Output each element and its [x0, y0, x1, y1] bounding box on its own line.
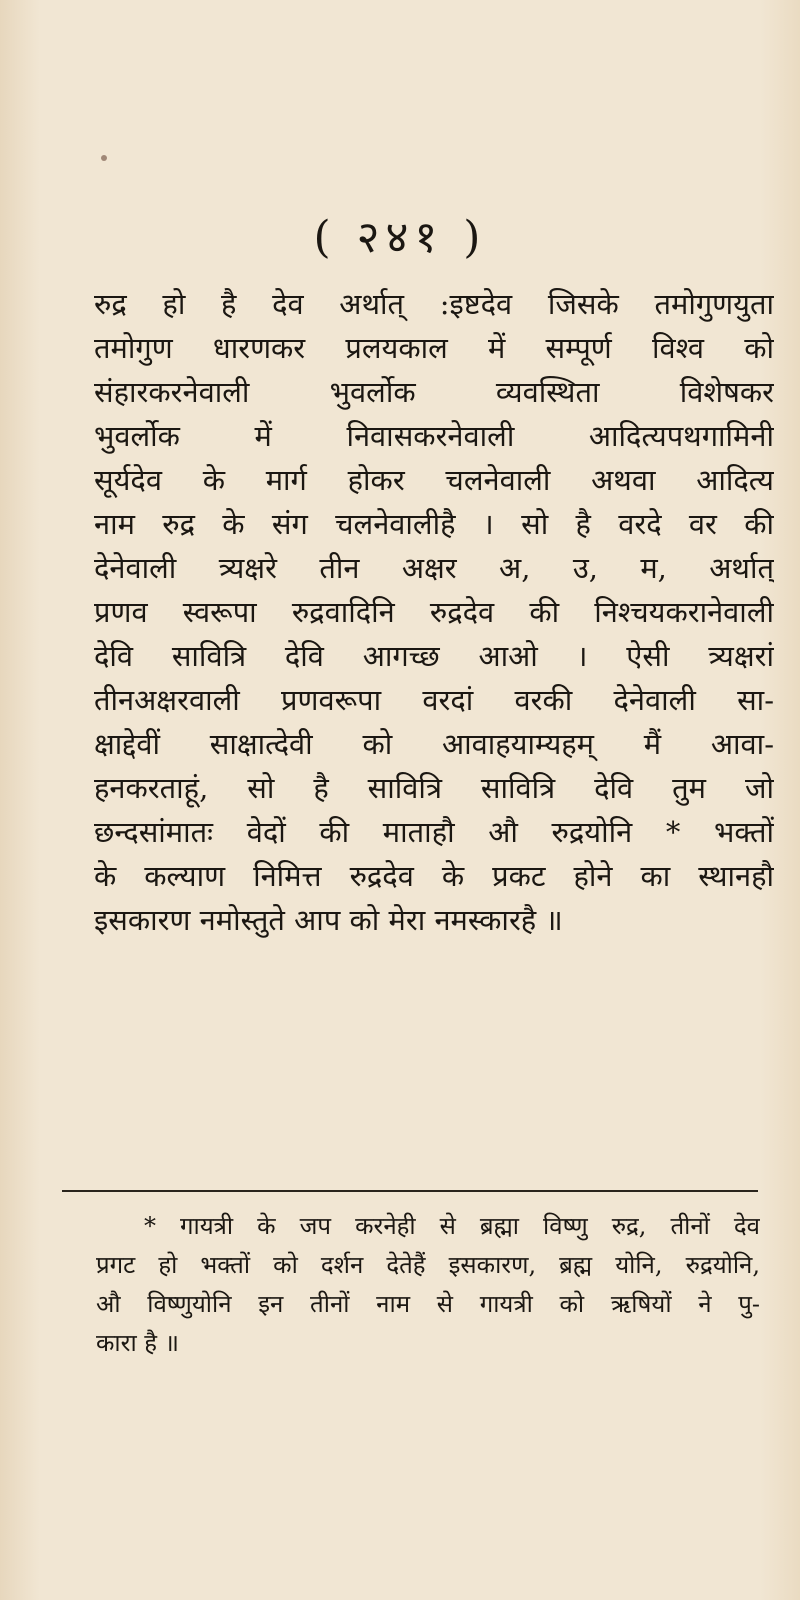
body-line: रुद्र हो है देव अर्थात् :इष्टदेव जिसके तमोगुणयुता: [94, 287, 774, 321]
footnote-divider: [62, 1190, 758, 1192]
footnote-line: कारा है ॥: [96, 1329, 180, 1357]
paper-speck: [101, 155, 107, 161]
footnote-line: * गायत्री के जप करनेही से ब्रह्मा विष्णु रुद्र, तीनों देव: [144, 1212, 760, 1240]
footnote-line: औ विष्णुयोनि इन तीनों नाम से गायत्री को ऋषियों ने पु-: [96, 1290, 760, 1318]
body-line: क्षाद्देवीं साक्षात्देवी को आवाहयाम्यहम् मैं आवा-: [94, 727, 774, 761]
body-line: नाम रुद्र के संग चलनेवालीहै । सो है वरदे वर की: [94, 507, 774, 541]
body-line: देनेवाली त्र्यक्षरे तीन अक्षर अ, उ, म, अर्थात्: [94, 551, 774, 585]
body-line: सूर्यदेव के मार्ग होकर चलनेवाली अथवा आदित्य: [94, 463, 774, 497]
body-line: हनकरताहूं, सो है सावित्रि सावित्रि देवि तुम जो: [94, 771, 774, 805]
body-text: [94, 282, 774, 942]
body-line: देवि सावित्रि देवि आगच्छ आओ । ऐसी त्र्यक्षरां: [94, 639, 774, 673]
body-line: भुवर्लोक में निवासकरनेवाली आदित्यपथगामिनी: [94, 419, 774, 453]
body-line: तीनअक्षरवाली प्रणवरूपा वरदां वरकी देनेवाली सा-: [94, 683, 774, 717]
body-line: संहारकरनेवाली भुवर्लोक व्यवस्थिता विशेषकर: [94, 375, 774, 409]
body-line: इसकारण नमोस्तुते आप को मेरा नमस्कारहै ॥: [94, 903, 563, 937]
body-line: के कल्याण निमित्त रुद्रदेव के प्रकट होने का स्थानहौ: [94, 859, 774, 893]
body-line: तमोगुण धारणकर प्रलयकाल में सम्पूर्ण विश्व को: [94, 331, 774, 365]
body-line: छन्दसांमातः वेदों की माताहौ औ रुद्रयोनि * भक्तों: [94, 815, 774, 849]
footnote-line: प्रगट हो भक्तों को दर्शन देतेहैं इसकारण, ब्रह्म योनि, रुद्रयोनि,: [96, 1251, 760, 1279]
footnote: [96, 1207, 760, 1363]
page-number: ( २४१ ): [313, 212, 487, 263]
body-line: प्रणव स्वरूपा रुद्रवादिनि रुद्रदेव की निश्चयकरानेवाली: [94, 595, 774, 629]
